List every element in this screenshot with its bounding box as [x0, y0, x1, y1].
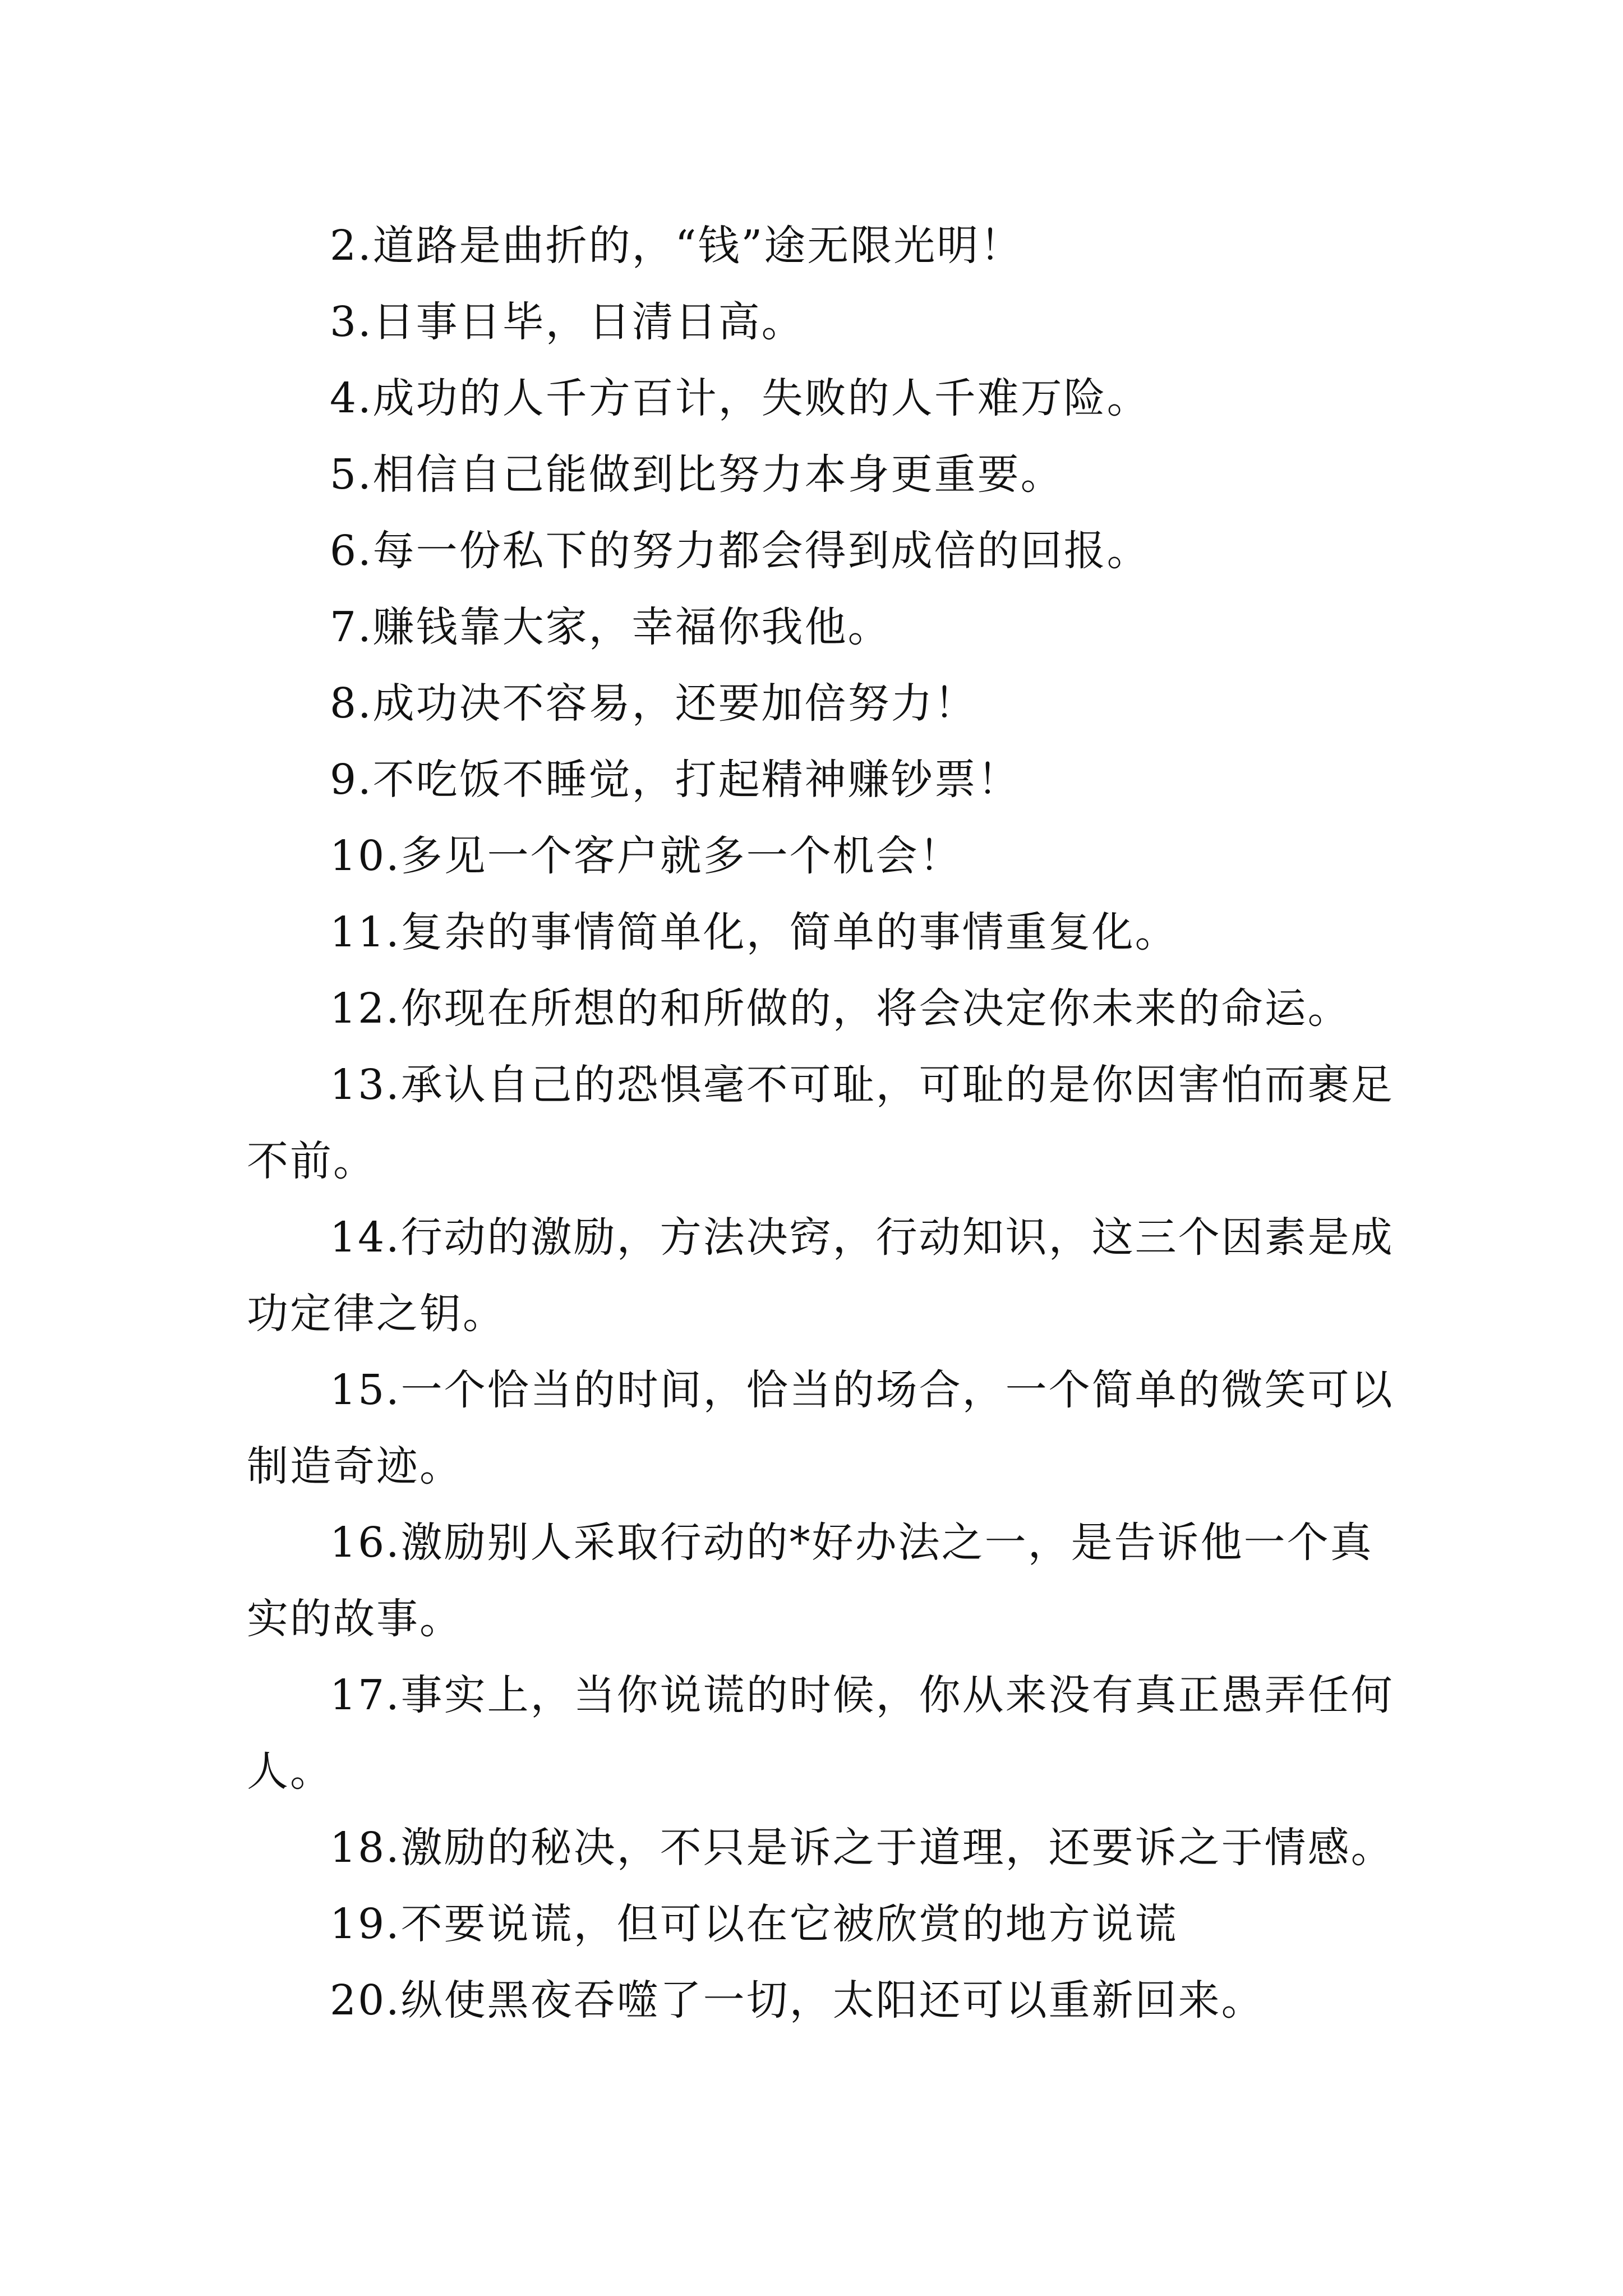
paragraph: 14.行动的激励，方法决窍，行动知识，这三个因素是成功定律之钥。 — [247, 1213, 1394, 1338]
document-body — [247, 208, 1402, 2039]
paragraph: 17.事实上，当你说谎的时候，你从来没有真正愚弄任何人。 — [247, 1671, 1394, 1796]
paragraph: 10.多见一个客户就多一个机会！ — [330, 832, 962, 880]
paragraph: 4.成功的人千方百计，失败的人千难万险。 — [330, 374, 1150, 422]
paragraph: 16.激励别人采取行动的*好办法之一，是告诉他一个真实的故事。 — [247, 1519, 1373, 1643]
paragraph: 3.日事日毕，日清日高。 — [330, 298, 805, 346]
paragraph: 18.激励的秘决，不只是诉之于道理，还要诉之于情感。 — [330, 1824, 1394, 1872]
paragraph: 2.道路是曲折的，“钱”途无限光明！ — [330, 222, 1023, 270]
paragraph: 15.一个恰当的时间，恰当的场合，一个简单的微笑可以制造奇迹。 — [247, 1366, 1394, 1490]
paragraph: 11.复杂的事情简单化，简单的事情重复化。 — [330, 908, 1178, 956]
paragraph: 6.每一份私下的努力都会得到成倍的回报。 — [330, 527, 1150, 575]
paragraph: 9.不吃饭不睡觉，打起精神赚钞票！ — [330, 756, 1021, 804]
paragraph: 8.成功决不容易，还要加倍努力！ — [330, 679, 978, 728]
paragraph: 12.你现在所想的和所做的，将会决定你未来的命运。 — [330, 984, 1351, 1033]
paragraph: 7.赚钱靠大家，幸福你我他。 — [330, 603, 891, 651]
paragraph: 19.不要说谎，但可以在它被欣赏的地方说谎 — [330, 1900, 1178, 1948]
paragraph: 13.承认自己的恐惧毫不可耻，可耻的是你因害怕而裹足不前。 — [247, 1061, 1394, 1185]
paragraph: 5.相信自己能做到比努力本身更重要。 — [330, 450, 1064, 499]
paragraph: 20.纵使黑夜吞噬了一切，太阳还可以重新回来。 — [330, 1976, 1265, 2024]
